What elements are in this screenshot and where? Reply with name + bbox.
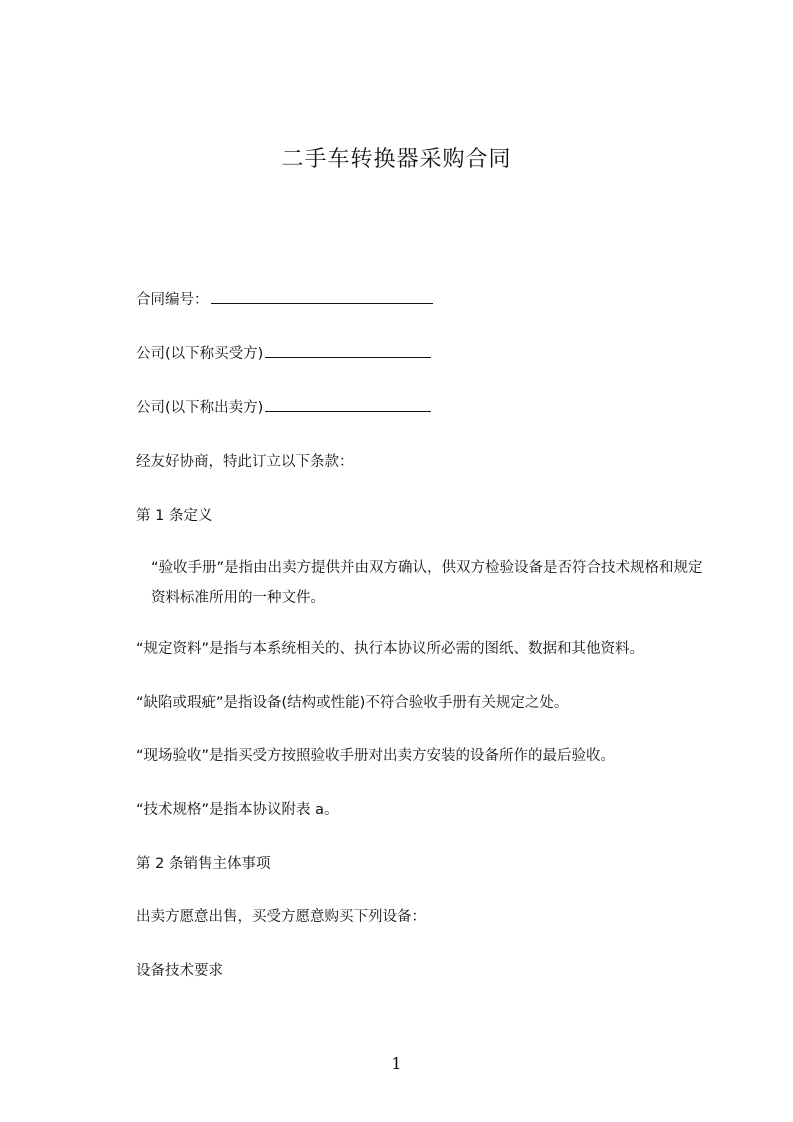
definition-acceptance-manual-text: “验收手册”是指由出卖方提供并由双方确认，供双方检验设备是否符合技术规格和规定资料标准所用的一种文件。 (151, 560, 703, 606)
seller-label: 公司(以下称出卖方) (136, 400, 264, 416)
buyer-field (136, 343, 431, 365)
definition-defect: “缺陷或瑕疵”是指设备(结构或性能)不符合验收手册有关规定之处。 (136, 695, 569, 711)
equipment-heading: 设备技术要求 (136, 963, 223, 979)
contract-number-blank (211, 289, 433, 304)
document-title: 二手车转换器采购合同 (281, 147, 512, 172)
contract-number-field (136, 289, 433, 311)
page-number: 1 (391, 1054, 402, 1073)
seller-blank (265, 397, 431, 412)
definition-site-acceptance: “现场验收”是指买受方按照验收手册对出卖方安装的设备所作的最后验收。 (136, 748, 616, 764)
definition-tech-spec: “技术规格”是指本协议附表 a。 (136, 802, 339, 818)
contract-number-label: 合同编号： (136, 292, 209, 308)
definition-acceptance-manual (136, 553, 706, 613)
buyer-label: 公司(以下称买受方) (136, 346, 264, 362)
section2-heading: 第 2 条销售主体事项 (136, 856, 271, 872)
sale-statement: 出卖方愿意出售，买受方愿意购买下列设备： (136, 909, 426, 925)
definition-specified-data: “规定资料”是指与本系统相关的、执行本协议所必需的图纸、数据和其他资料。 (136, 641, 645, 657)
section1-heading: 第 1 条定义 (136, 508, 213, 524)
buyer-blank (265, 343, 431, 358)
intro-text: 经友好协商，特此订立以下条款： (136, 454, 354, 470)
seller-field (136, 397, 431, 419)
